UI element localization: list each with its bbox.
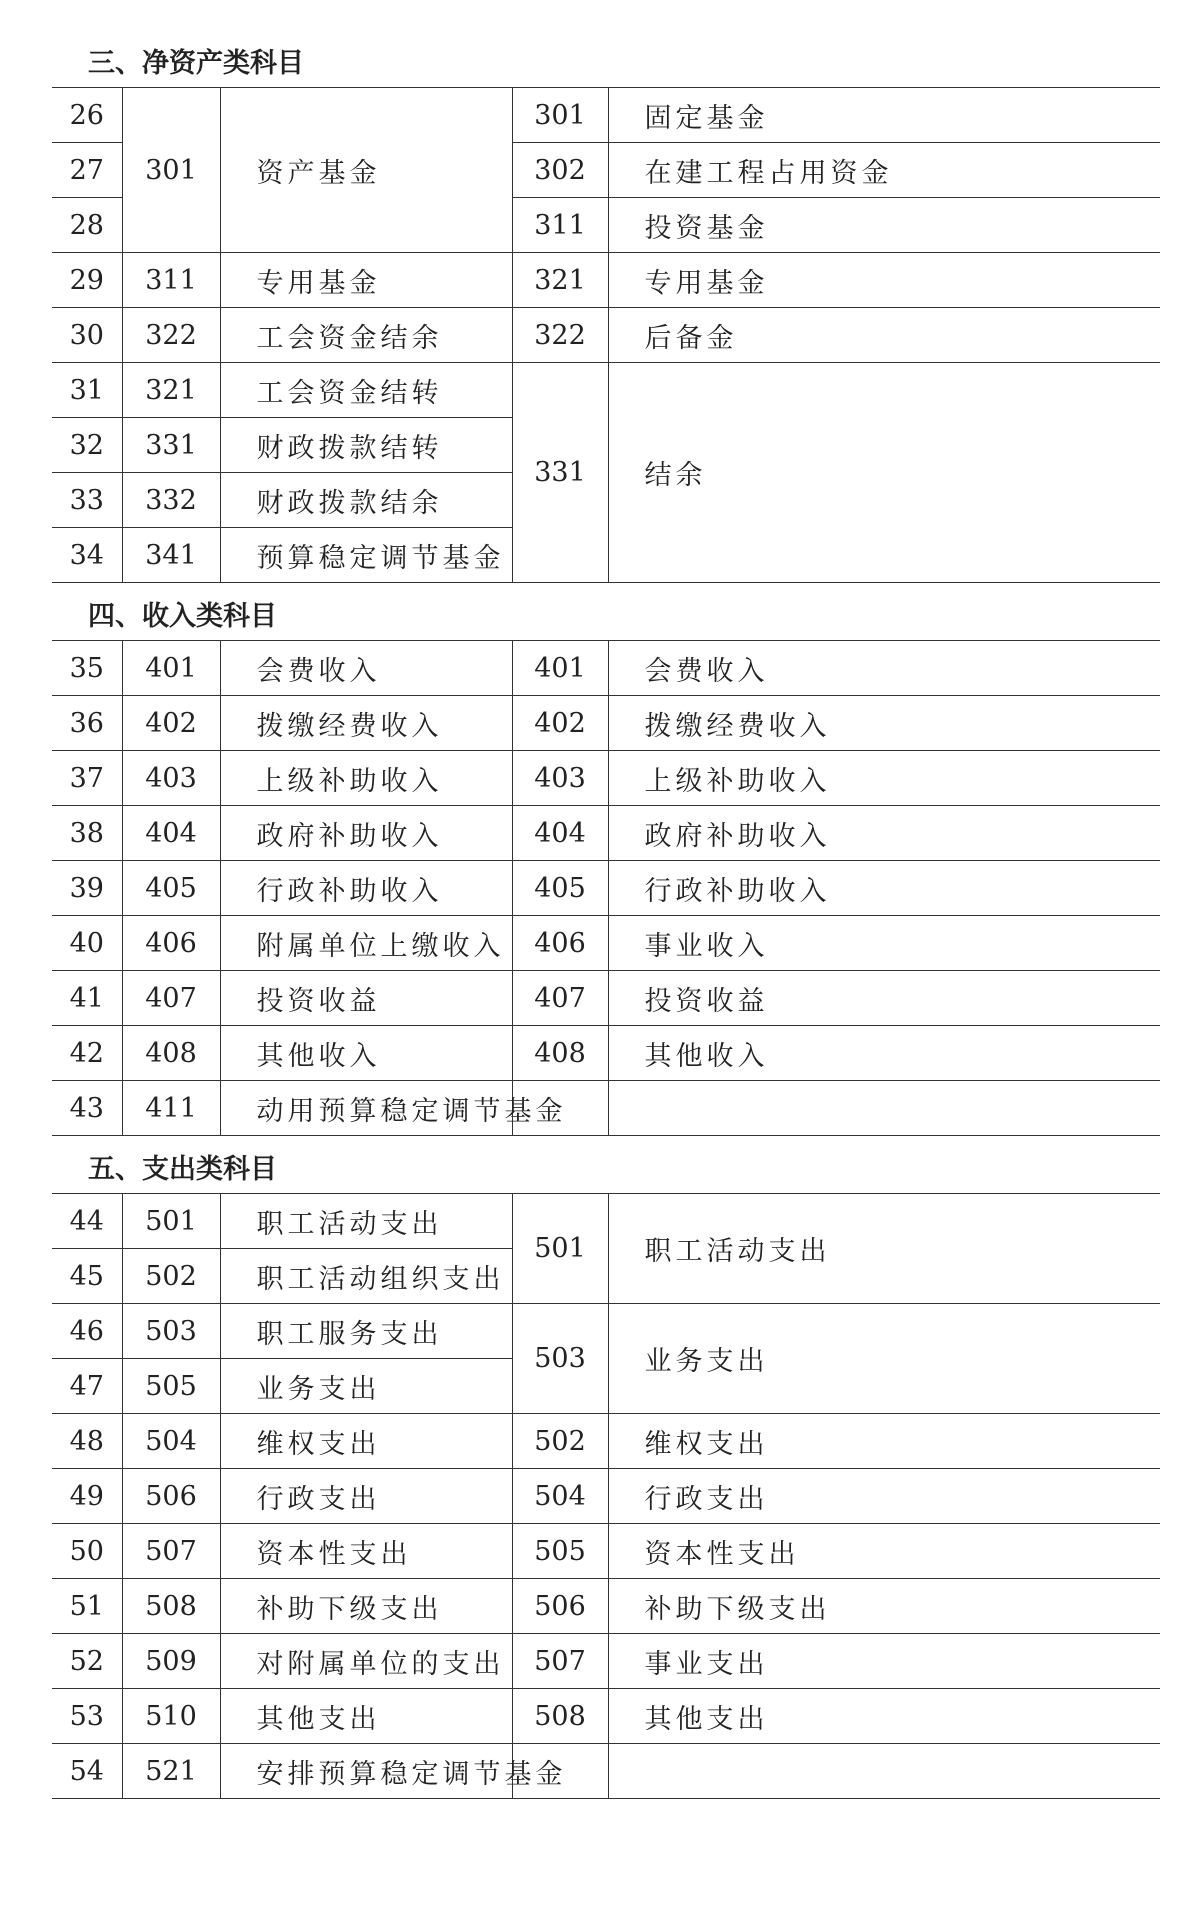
new-name: 附属单位上缴收入 — [220, 916, 512, 971]
old-name: 投资基金 — [608, 198, 1160, 253]
section-header-net-assets — [52, 30, 1160, 88]
old-name: 上级补助收入 — [608, 751, 1160, 806]
old-code: 311 — [512, 198, 608, 253]
account-mapping-table — [52, 30, 1160, 1799]
new-name: 投资收益 — [220, 971, 512, 1026]
row-number: 38 — [52, 806, 122, 861]
new-code: 510 — [122, 1689, 220, 1744]
new-code: 322 — [122, 308, 220, 363]
new-code: 506 — [122, 1469, 220, 1524]
old-code: 301 — [512, 88, 608, 143]
old-name: 职工活动支出 — [608, 1194, 1160, 1304]
new-name: 业务支出 — [220, 1359, 512, 1414]
table-row — [52, 1469, 1160, 1524]
new-code: 331 — [122, 418, 220, 473]
new-code: 407 — [122, 971, 220, 1026]
old-name: 资本性支出 — [608, 1524, 1160, 1579]
row-number: 52 — [52, 1634, 122, 1689]
new-code: 508 — [122, 1579, 220, 1634]
old-name: 会费收入 — [608, 641, 1160, 696]
old-code: 507 — [512, 1634, 608, 1689]
old-code: 402 — [512, 696, 608, 751]
old-name: 政府补助收入 — [608, 806, 1160, 861]
table-row — [52, 253, 1160, 308]
old-code: 502 — [512, 1414, 608, 1469]
new-code: 341 — [122, 528, 220, 583]
row-number: 41 — [52, 971, 122, 1026]
new-code: 402 — [122, 696, 220, 751]
row-number: 40 — [52, 916, 122, 971]
table-row — [52, 971, 1160, 1026]
old-name: 行政补助收入 — [608, 861, 1160, 916]
old-code: 407 — [512, 971, 608, 1026]
new-name: 安排预算稳定调节基金 — [220, 1744, 512, 1799]
new-name: 维权支出 — [220, 1414, 512, 1469]
old-code: 508 — [512, 1689, 608, 1744]
old-code: 506 — [512, 1579, 608, 1634]
table-row — [52, 88, 1160, 143]
old-name — [608, 1744, 1160, 1799]
section-title: 四、收入类科目 — [52, 583, 1160, 641]
section-header-income — [52, 583, 1160, 641]
new-name: 财政拨款结转 — [220, 418, 512, 473]
row-number: 54 — [52, 1744, 122, 1799]
old-name: 其他收入 — [608, 1026, 1160, 1081]
new-name: 职工活动组织支出 — [220, 1249, 512, 1304]
new-name: 资本性支出 — [220, 1524, 512, 1579]
old-code: 321 — [512, 253, 608, 308]
old-code: 401 — [512, 641, 608, 696]
row-number: 36 — [52, 696, 122, 751]
table-row — [52, 696, 1160, 751]
new-name: 动用预算稳定调节基金 — [220, 1081, 512, 1136]
table-row — [52, 1634, 1160, 1689]
row-number: 47 — [52, 1359, 122, 1414]
new-name: 其他支出 — [220, 1689, 512, 1744]
old-code: 405 — [512, 861, 608, 916]
row-number: 44 — [52, 1194, 122, 1249]
old-name: 事业收入 — [608, 916, 1160, 971]
new-name: 行政支出 — [220, 1469, 512, 1524]
section-title: 三、净资产类科目 — [52, 30, 1160, 88]
new-name: 工会资金结余 — [220, 308, 512, 363]
table-row — [52, 861, 1160, 916]
new-name: 财政拨款结余 — [220, 473, 512, 528]
new-name: 专用基金 — [220, 253, 512, 308]
old-code: 503 — [512, 1304, 608, 1414]
new-code: 408 — [122, 1026, 220, 1081]
row-number: 43 — [52, 1081, 122, 1136]
old-name: 在建工程占用资金 — [608, 143, 1160, 198]
table-row — [52, 1026, 1160, 1081]
old-name: 投资收益 — [608, 971, 1160, 1026]
old-code: 501 — [512, 1194, 608, 1304]
row-number: 45 — [52, 1249, 122, 1304]
new-code: 406 — [122, 916, 220, 971]
table-row — [52, 1524, 1160, 1579]
new-name: 补助下级支出 — [220, 1579, 512, 1634]
section-title: 五、支出类科目 — [52, 1136, 1160, 1194]
row-number: 34 — [52, 528, 122, 583]
new-code: 401 — [122, 641, 220, 696]
new-code: 501 — [122, 1194, 220, 1249]
old-code: 322 — [512, 308, 608, 363]
table-row — [52, 1579, 1160, 1634]
row-number: 33 — [52, 473, 122, 528]
old-code: 406 — [512, 916, 608, 971]
new-name: 职工活动支出 — [220, 1194, 512, 1249]
old-name: 补助下级支出 — [608, 1579, 1160, 1634]
new-code: 403 — [122, 751, 220, 806]
row-number: 29 — [52, 253, 122, 308]
old-name: 后备金 — [608, 308, 1160, 363]
new-name: 拨缴经费收入 — [220, 696, 512, 751]
old-code: 403 — [512, 751, 608, 806]
table-row — [52, 806, 1160, 861]
row-number: 28 — [52, 198, 122, 253]
new-code: 509 — [122, 1634, 220, 1689]
old-code: 404 — [512, 806, 608, 861]
row-number: 30 — [52, 308, 122, 363]
new-code: 411 — [122, 1081, 220, 1136]
new-code: 405 — [122, 861, 220, 916]
old-name: 拨缴经费收入 — [608, 696, 1160, 751]
new-name: 政府补助收入 — [220, 806, 512, 861]
new-name: 工会资金结转 — [220, 363, 512, 418]
row-number: 42 — [52, 1026, 122, 1081]
old-code: 505 — [512, 1524, 608, 1579]
new-code: 332 — [122, 473, 220, 528]
table-row — [52, 751, 1160, 806]
new-name: 对附属单位的支出 — [220, 1634, 512, 1689]
new-code: 503 — [122, 1304, 220, 1359]
row-number: 49 — [52, 1469, 122, 1524]
old-name: 结余 — [608, 363, 1160, 583]
row-number: 31 — [52, 363, 122, 418]
row-number: 26 — [52, 88, 122, 143]
new-code: 504 — [122, 1414, 220, 1469]
row-number: 35 — [52, 641, 122, 696]
new-code: 404 — [122, 806, 220, 861]
account-mapping-page — [52, 30, 1160, 1799]
row-number: 46 — [52, 1304, 122, 1359]
old-name: 其他支出 — [608, 1689, 1160, 1744]
row-number: 50 — [52, 1524, 122, 1579]
table-row — [52, 641, 1160, 696]
new-code: 502 — [122, 1249, 220, 1304]
row-number: 53 — [52, 1689, 122, 1744]
section-header-expenditure — [52, 1136, 1160, 1194]
new-code: 521 — [122, 1744, 220, 1799]
row-number: 48 — [52, 1414, 122, 1469]
table-row — [52, 1689, 1160, 1744]
table-row — [52, 916, 1160, 971]
row-number: 32 — [52, 418, 122, 473]
row-number: 37 — [52, 751, 122, 806]
old-code: 504 — [512, 1469, 608, 1524]
table-row — [52, 1081, 1160, 1136]
new-code: 505 — [122, 1359, 220, 1414]
table-row — [52, 1194, 1160, 1249]
new-name: 行政补助收入 — [220, 861, 512, 916]
old-name: 维权支出 — [608, 1414, 1160, 1469]
new-name: 会费收入 — [220, 641, 512, 696]
new-name: 资产基金 — [220, 88, 512, 253]
old-name: 业务支出 — [608, 1304, 1160, 1414]
old-name: 事业支出 — [608, 1634, 1160, 1689]
table-row — [52, 1414, 1160, 1469]
new-code: 321 — [122, 363, 220, 418]
old-code: 331 — [512, 363, 608, 583]
row-number: 39 — [52, 861, 122, 916]
old-code: 408 — [512, 1026, 608, 1081]
new-code: 507 — [122, 1524, 220, 1579]
row-number: 27 — [52, 143, 122, 198]
table-row — [52, 1744, 1160, 1799]
old-name: 固定基金 — [608, 88, 1160, 143]
new-name: 预算稳定调节基金 — [220, 528, 512, 583]
row-number: 51 — [52, 1579, 122, 1634]
new-name: 其他收入 — [220, 1026, 512, 1081]
table-row — [52, 1304, 1160, 1359]
new-name: 职工服务支出 — [220, 1304, 512, 1359]
new-code: 301 — [122, 88, 220, 253]
old-code: 302 — [512, 143, 608, 198]
old-name: 行政支出 — [608, 1469, 1160, 1524]
new-name: 上级补助收入 — [220, 751, 512, 806]
old-name: 专用基金 — [608, 253, 1160, 308]
old-name — [608, 1081, 1160, 1136]
new-code: 311 — [122, 253, 220, 308]
